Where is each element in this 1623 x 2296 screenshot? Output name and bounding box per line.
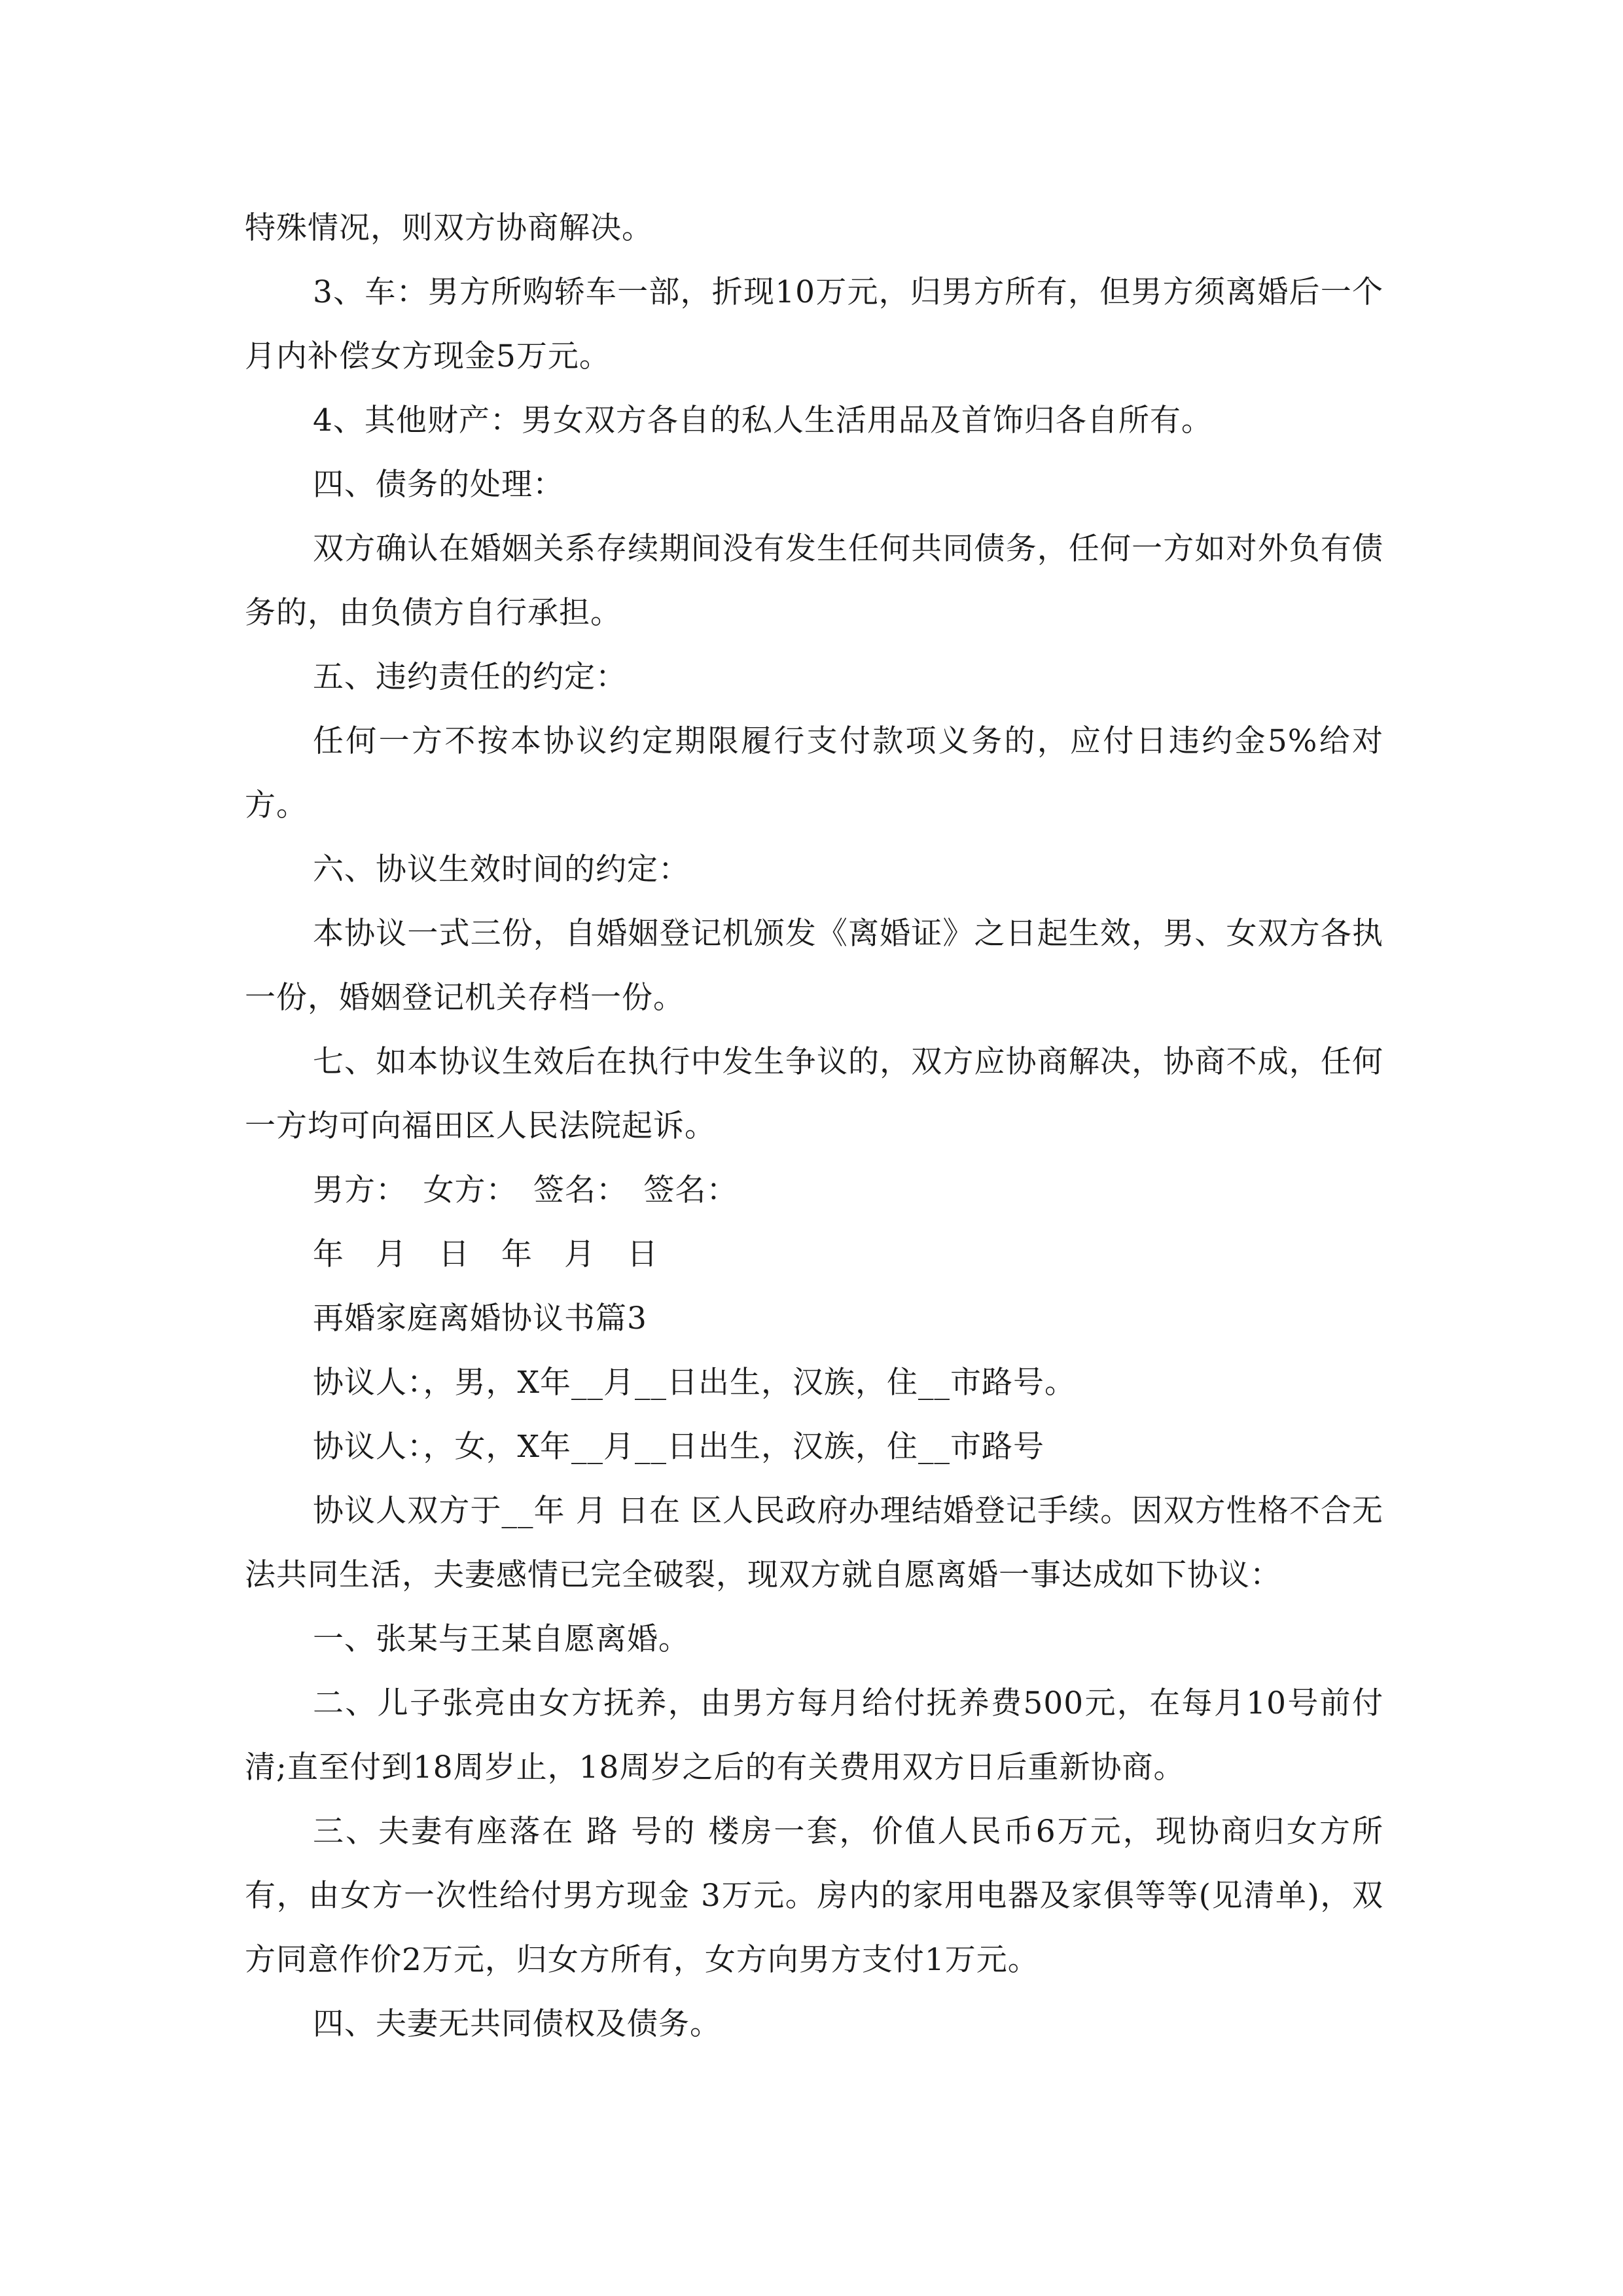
document-body — [245, 196, 1383, 2056]
paragraph: 4、其他财产：男女双方各自的私人生活用品及首饰归各自所有。 — [313, 403, 1213, 439]
paragraph: 3、车：男方所购轿车一部，折现10万元，归男方所有，但男方须离婚后一个月内补偿女方现金5万元。 — [245, 274, 1383, 374]
signature-line: 男方： 女方： 签名： 签名： — [313, 1172, 738, 1208]
paragraph: 任何一方不按本协议约定期限履行支付款项义务的，应付日违约金5%给对方。 — [245, 723, 1383, 823]
party-line: 协议人：，女，X年__月__日出生，汉族，住__市路号 — [313, 1429, 1044, 1465]
paragraph: 四、夫妻无共同债权及债务。 — [313, 2006, 721, 2042]
paragraph: 七、如本协议生效后在执行中发生争议的，双方应协商解决，协商不成，任何一方均可向福田区人民法院起诉。 — [245, 1044, 1383, 1144]
paragraph: 特殊情况，则双方协商解决。 — [245, 210, 653, 246]
section-heading: 六、协议生效时间的约定： — [313, 852, 690, 888]
paragraph: 协议人双方于__年 月 日在 区人民政府办理结婚登记手续。因双方性格不合无法共同生活，夫妻感情已完全破裂，现双方就自愿离婚一事达成如下协议： — [245, 1493, 1383, 1593]
date-line: 年 月 日 年 月 日 — [313, 1236, 658, 1272]
party-line: 协议人：，男，X年__月__日出生，汉族，住__市路号。 — [313, 1365, 1076, 1401]
document-subtitle: 再婚家庭离婚协议书篇3 — [313, 1300, 647, 1336]
paragraph: 二、儿子张亮由女方抚养，由男方每月给付抚养费500元，在每月10号前付清;直至付到18周岁止，18周岁之后的有关费用双方日后重新协商。 — [245, 1685, 1383, 1785]
paragraph: 本协议一式三份，自婚姻登记机颁发《离婚证》之日起生效，男、女双方各执一份，婚姻登记机关存档一份。 — [245, 916, 1383, 1016]
section-heading: 四、债务的处理： — [313, 467, 564, 503]
paragraph: 双方确认在婚姻关系存续期间没有发生任何共同债务，任何一方如对外负有债务的，由负债方自行承担。 — [245, 531, 1383, 631]
section-heading: 五、违约责任的约定： — [313, 659, 627, 695]
paragraph: 三、夫妻有座落在 路 号的 楼房一套，价值人民币6万元，现协商归女方所有，由女方一次性给付男方现金 3万元。房内的家用电器及家俱等等(见清单)，双方同意作价2万元，归女方所有，女方向男方支付1万元。 — [245, 1814, 1383, 1978]
paragraph: 一、张某与王某自愿离婚。 — [313, 1621, 690, 1657]
